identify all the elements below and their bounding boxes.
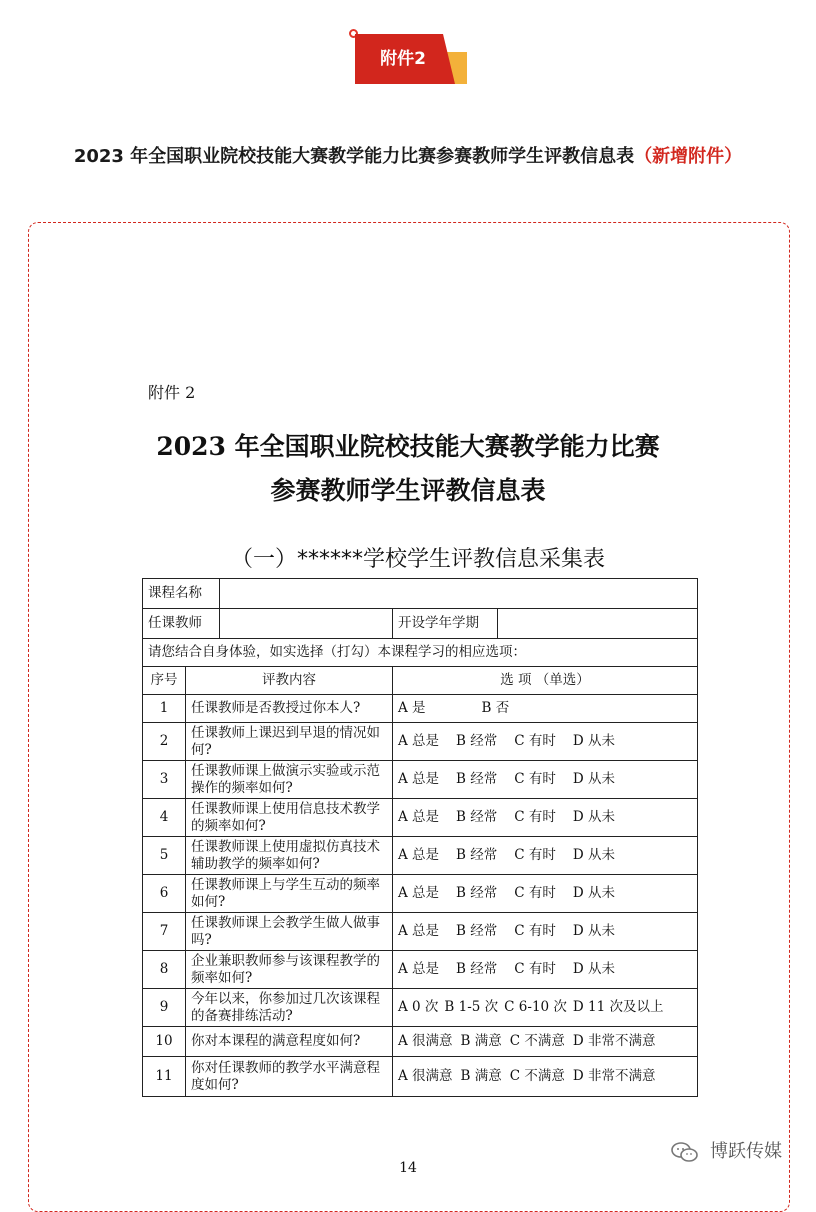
option[interactable]: C 有时: [514, 771, 556, 787]
banner-label: 附件2: [380, 49, 426, 69]
course-name-field[interactable]: [220, 579, 698, 609]
option[interactable]: B 经常: [456, 923, 498, 939]
option[interactable]: B 满意: [460, 1068, 502, 1084]
option[interactable]: D 从未: [572, 847, 616, 863]
option[interactable]: B 1-5 次: [444, 999, 499, 1015]
option[interactable]: A 很满意: [398, 1033, 453, 1049]
semester-label: 开设学年学期: [393, 609, 498, 639]
option[interactable]: D 从未: [572, 885, 616, 901]
option[interactable]: D 从未: [572, 961, 616, 977]
option[interactable]: C 有时: [514, 809, 556, 825]
option[interactable]: A 总是: [398, 733, 440, 749]
row-options: [393, 761, 698, 799]
wechat-icon: [670, 1141, 700, 1163]
row-content: 任课教师课上使用信息技术教学的频率如何?: [186, 799, 393, 837]
evaluation-form-table: [142, 578, 698, 1097]
row-content: 任课教师课上做演示实验或示范操作的频率如何?: [186, 761, 393, 799]
table-row: [143, 723, 698, 761]
document-title: [100, 425, 716, 513]
row-num: 6: [143, 875, 186, 913]
option[interactable]: B 否: [481, 700, 510, 716]
form-subtitle: （一）******学校学生评教信息采集表: [230, 547, 605, 572]
instruction-text: 请您结合自身体验，如实选择（打勾）本课程学习的相应选项：: [143, 639, 698, 667]
option[interactable]: C 6-10 次: [504, 999, 567, 1015]
row-content: 今年以来，你参加过几次该课程的备赛排练活动?: [186, 989, 393, 1027]
table-row: [143, 875, 698, 913]
row-num: 8: [143, 951, 186, 989]
row-options: [393, 989, 698, 1027]
option[interactable]: C 有时: [514, 885, 556, 901]
row-options: [393, 695, 698, 723]
teacher-field[interactable]: [220, 609, 393, 639]
option[interactable]: C 有时: [514, 847, 556, 863]
page-number: 14: [399, 1160, 417, 1176]
option[interactable]: A 总是: [398, 923, 440, 939]
table-row: [143, 837, 698, 875]
row-num: 5: [143, 837, 186, 875]
option[interactable]: C 有时: [514, 733, 556, 749]
option[interactable]: A 是: [398, 700, 426, 716]
teacher-label: 任课教师: [143, 609, 220, 639]
option[interactable]: C 有时: [514, 923, 556, 939]
option[interactable]: C 不满意: [509, 1033, 565, 1049]
header-content: 评教内容: [186, 667, 393, 695]
option[interactable]: B 经常: [456, 771, 498, 787]
article-title-note: （新增附件）: [634, 146, 743, 167]
option[interactable]: D 从未: [572, 923, 616, 939]
row-num: 9: [143, 989, 186, 1027]
row-content: 任课教师课上与学生互动的频率如何?: [186, 875, 393, 913]
table-row: [143, 989, 698, 1027]
header-options: 选 项 （单选）: [393, 667, 698, 695]
row-num: 1: [143, 695, 186, 723]
row-options: [393, 837, 698, 875]
option[interactable]: A 总是: [398, 885, 440, 901]
option[interactable]: D 非常不满意: [572, 1068, 656, 1084]
course-name-label: 课程名称: [143, 579, 220, 609]
header-row: [143, 667, 698, 695]
watermark-text: 博跃传媒: [710, 1141, 782, 1162]
option[interactable]: D 11 次及以上: [572, 999, 664, 1015]
course-name-row: [143, 579, 698, 609]
row-content: 任课教师上课迟到早退的情况如何?: [186, 723, 393, 761]
option[interactable]: D 从未: [572, 771, 616, 787]
row-content: 任课教师课上使用虚拟仿真技术辅助教学的频率如何?: [186, 837, 393, 875]
table-row: [143, 1057, 698, 1097]
row-num: 7: [143, 913, 186, 951]
option[interactable]: C 不满意: [509, 1068, 565, 1084]
option[interactable]: B 经常: [456, 847, 498, 863]
option[interactable]: A 0 次: [398, 999, 439, 1015]
option[interactable]: D 从未: [572, 733, 616, 749]
row-options: [393, 799, 698, 837]
attachment-label: 附件 2: [148, 383, 196, 402]
row-content: 企业兼职教师参与该课程教学的频率如何?: [186, 951, 393, 989]
option[interactable]: A 总是: [398, 847, 440, 863]
option[interactable]: A 总是: [398, 961, 440, 977]
option[interactable]: B 经常: [456, 961, 498, 977]
table-row: [143, 913, 698, 951]
option[interactable]: A 总是: [398, 771, 440, 787]
row-num: 10: [143, 1027, 186, 1057]
option[interactable]: B 经常: [456, 809, 498, 825]
row-content: 任课教师是否教授过你本人?: [186, 695, 393, 723]
option[interactable]: D 非常不满意: [572, 1033, 656, 1049]
table-row: [143, 695, 698, 723]
semester-field[interactable]: [498, 609, 698, 639]
table-row: [143, 799, 698, 837]
row-options: [393, 951, 698, 989]
table-row: [143, 951, 698, 989]
row-options: [393, 1027, 698, 1057]
header-num: 序号: [143, 667, 186, 695]
option[interactable]: B 经常: [456, 733, 498, 749]
row-content: 你对本课程的满意程度如何?: [186, 1027, 393, 1057]
option[interactable]: B 经常: [456, 885, 498, 901]
document-title-line2: 参赛教师学生评教信息表: [270, 476, 546, 505]
teacher-row: [143, 609, 698, 639]
table-row: [143, 761, 698, 799]
option[interactable]: A 很满意: [398, 1068, 453, 1084]
option[interactable]: A 总是: [398, 809, 440, 825]
watermark: [670, 1137, 800, 1167]
row-options: [393, 875, 698, 913]
row-options: [393, 723, 698, 761]
row-options: [393, 1057, 698, 1097]
attachment-banner: [355, 34, 467, 84]
row-content: 你对任课教师的教学水平满意程度如何?: [186, 1057, 393, 1097]
article-title: [40, 138, 776, 176]
row-num: 11: [143, 1057, 186, 1097]
table-row: [143, 1027, 698, 1057]
row-num: 2: [143, 723, 186, 761]
option[interactable]: D 从未: [572, 809, 616, 825]
row-num: 3: [143, 761, 186, 799]
article-title-text: 2023 年全国职业院校技能大赛教学能力比赛参赛教师学生评教信息表: [73, 146, 635, 167]
row-content: 任课教师课上会教学生做人做事吗?: [186, 913, 393, 951]
instruction-row: [143, 639, 698, 667]
option[interactable]: C 有时: [514, 961, 556, 977]
option[interactable]: B 满意: [460, 1033, 502, 1049]
document-title-line1: 2023 年全国职业院校技能大赛教学能力比赛: [156, 432, 660, 461]
row-num: 4: [143, 799, 186, 837]
row-options: [393, 913, 698, 951]
